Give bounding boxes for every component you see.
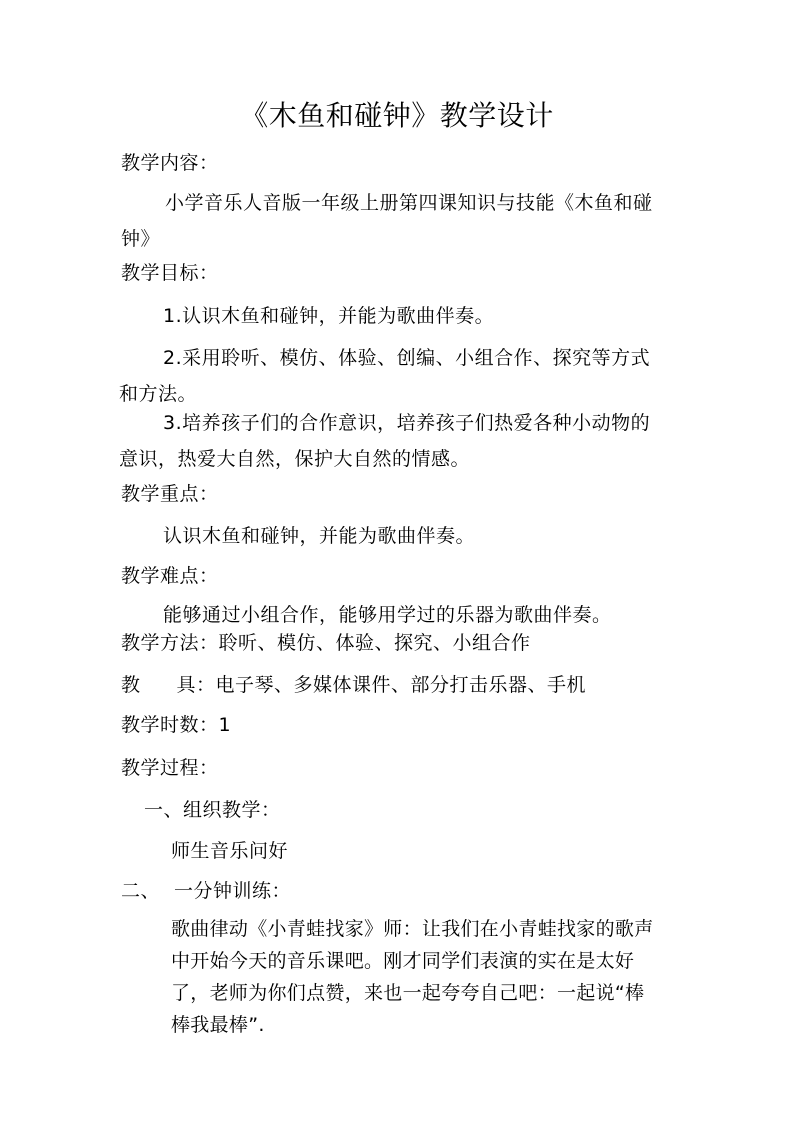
step-1-text: 师生音乐问好 [171,840,289,862]
goals-heading: 教学目标： [121,262,219,284]
goal-2: 2.采用聆听、模仿、体验、创编、小组合作、探究等方式和方法。 [119,347,651,405]
document-title: 《木鱼和碰钟》教学设计 [240,99,554,132]
difficulty-heading: 教学难点： [121,565,219,587]
hours-line: 教学时数：1 [121,714,232,736]
step-1-heading: 一、组织教学： [144,799,281,821]
step-2-title: 一分钟训练： [174,880,292,902]
step-2-heading [121,878,291,904]
goal-1: 1.认识木鱼和碰钟，并能为歌曲伴奏。 [163,305,495,327]
difficulty-text: 能够通过小组合作，能够用学过的乐器为歌曲伴奏。 [163,604,612,626]
method-line: 教学方法：聆听、模仿、体验、探究、小组合作 [121,632,531,654]
key-text: 认识木鱼和碰钟，并能为歌曲伴奏。 [163,525,476,547]
tools-line [121,672,586,698]
key-heading: 教学重点： [121,483,219,505]
tools-label-first: 教 [121,674,141,696]
process-heading: 教学过程： [121,757,219,779]
content-text: 小学音乐人音版一年级上册第四课知识与技能《木鱼和碰钟》 [121,192,653,250]
content-heading: 教学内容： [121,152,219,174]
tools-label-rest: 具：电子琴、多媒体课件、部分打击乐器、手机 [176,674,587,696]
step-2-text: 歌曲律动《小青蛙找家》师：让我们在小青蛙找家的歌声中开始今天的音乐课吧。刚才同学们表演的实在是太好了，老师为你们点赞，来也一起夸夸自己吧：一起说“棒棒我最棒”. [171,918,654,1036]
step-2-number: 二、 [121,880,161,902]
goal-3: 3.培养孩子们的合作意识，培养孩子们热爱各种小动物的意识，热爱大自然，保护大自然的情感。 [119,412,651,470]
